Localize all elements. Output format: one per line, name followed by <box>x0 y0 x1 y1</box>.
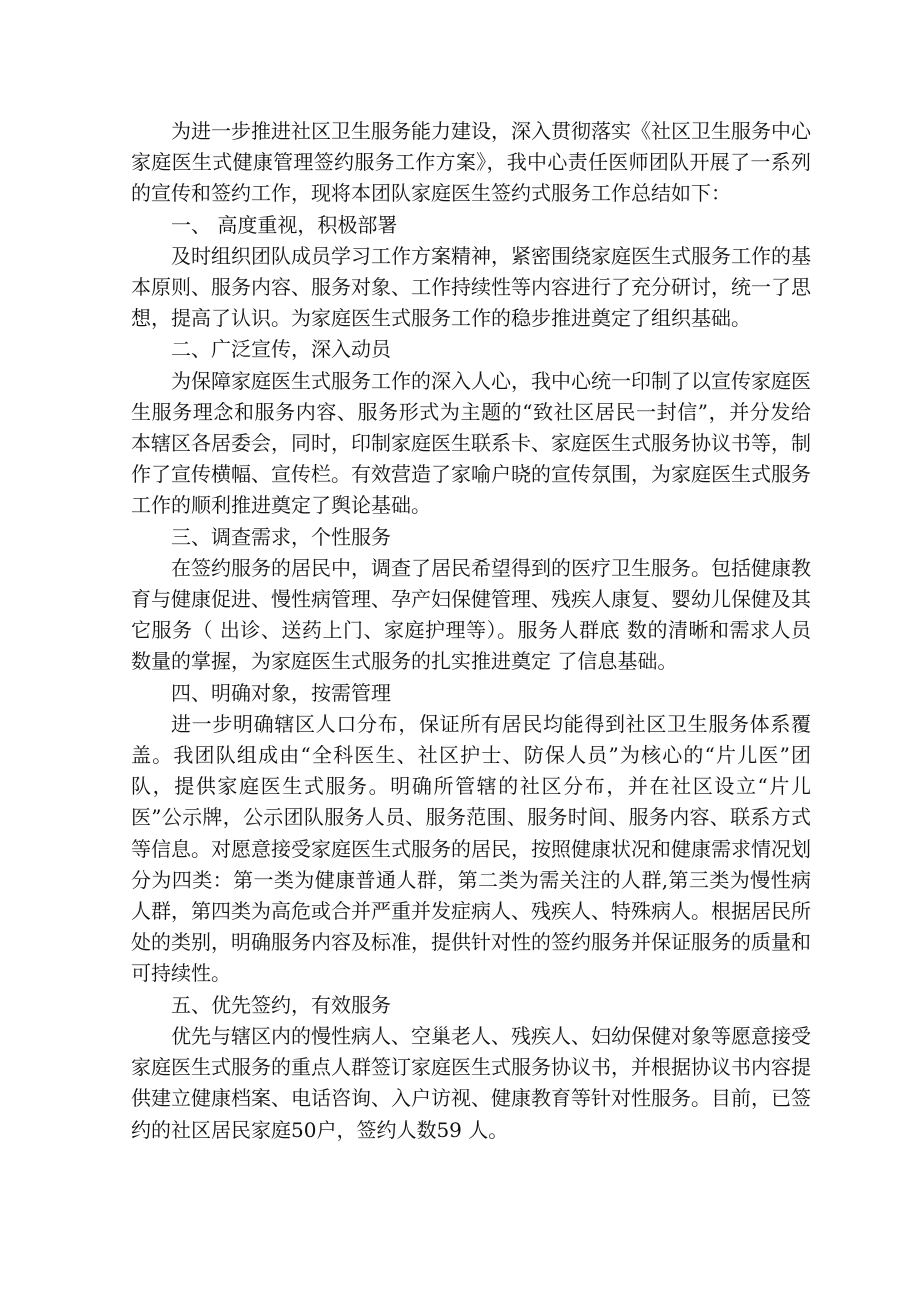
section-heading-3: 三、调查需求，个性服务 <box>171 524 391 549</box>
section-paragraph-5: 优先与辖区内的慢性病人、空巢老人、残疾人、妇幼保健对象等愿意接受家庭医生式服务的重点人群签订家庭医生式服务协议书，并根据协议书内容提供建立健康档案、电话咨询、入户访视、健康教育等针对性服务。目前，已签约的社区居民家庭50户，签约人数59 人。 <box>131 1023 811 1142</box>
section-paragraph-1: 及时组织团队成员学习工作方案精神，紧密围绕家庭医生式服务工作的基本原则、服务内容、服务对象、工作持续性等内容进行了充分研讨，统一了思想，提高了认识。为家庭医生式服务工作的稳步推进奠定了组织基础。 <box>131 243 811 331</box>
section-heading-1: 一、 高度重视，积极部署 <box>171 212 398 237</box>
section-paragraph-2: 为保障家庭医生式服务工作的深入人心，我中心统一印制了以宣传家庭医生服务理念和服务内容、服务形式为主题的“致社区居民一封信”，并分发给本辖区各居委会，同时，印制家庭医生联系卡、家庭医生式服务协议书等，制作了宣传横幅、宣传栏。有效营造了家喻户晓的宣传氛围，为家庭医生式服务工作的顺利推进奠定了舆论基础。 <box>131 368 811 518</box>
section-heading-2: 二、广泛宣传，深入动员 <box>171 337 391 362</box>
document-body <box>131 116 811 1146</box>
section-paragraph-3: 在签约服务的居民中，调查了居民希望得到的医疗卫生服务。包括健康教育与健康促进、慢性病管理、孕产妇保健管理、残疾人康复、婴幼儿保健及其它服务（ 出诊、送药上门、家庭护理等）。服务人群底 数的清晰和需求人员数量的掌握，为家庭医生式服务的扎实推进奠定 了信息基础。 <box>131 555 811 674</box>
section-heading-4: 四、明确对象，按需管理 <box>171 680 391 705</box>
section-heading-5: 五、优先签约，有效服务 <box>171 992 391 1017</box>
intro-paragraph: 为进一步推进社区卫生服务能力建设，深入贯彻落实《社区卫生服务中心家庭医生式健康管理签约服务工作方案》，我中心责任医师团队开展了一系列的宣传和签约工作，现将本团队家庭医生签约式服务工作总结如下： <box>131 119 811 206</box>
section-paragraph-4: 进一步明确辖区人口分布，保证所有居民均能得到社区卫生服务体系覆盖。我团队组成由“全科医生、社区护士、防保人员”为核心的“片儿医”团队，提供家庭医生式服务。明确所管辖的社区分布，并在社区设立“片儿医”公示牌，公示团队服务人员、服务范围、服务时间、服务内容、联系方式等信息。对愿意接受家庭医生式服务的居民，按照健康状况和健康需求情况划分为四类：第一类为健康普通人群，第二类为需关注的人群,第三类为慢性病人群，第四类为高危或合并严重并发症病人、残疾人、特殊病人。根据居民所处的类别，明确服务内容及标准，提供针对性的签约服务并保证服务的质量和可持续性。 <box>131 711 811 986</box>
